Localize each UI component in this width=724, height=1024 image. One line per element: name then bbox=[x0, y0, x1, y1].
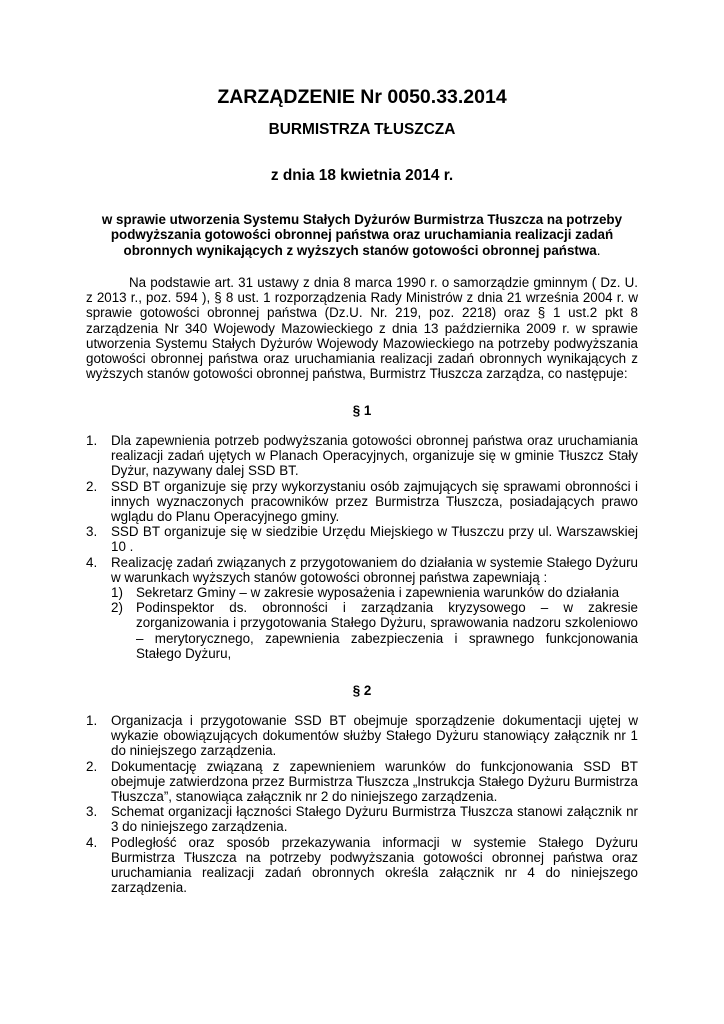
list-item-number: 1. bbox=[86, 433, 98, 448]
document-issuer: BURMISTRZA TŁUSZCZA bbox=[268, 121, 456, 138]
list-item-number: 4. bbox=[86, 834, 98, 850]
list-item-text: Dokumentację związaną z zapewnieniem warunków do funkcjonowania SSD BT obejmuje zatwierdzona przez Burmistrza Tłuszcza „Instrukcja Stałego Dyżuru Burmistrza Tłuszcza”, stanowiąca załącznik nr 2 do niniejszego zarządzenia. bbox=[111, 758, 638, 805]
sub-list-item bbox=[111, 600, 638, 661]
section-1-heading: § 1 bbox=[352, 403, 372, 418]
list-item-number: 3. bbox=[86, 524, 98, 540]
list-item bbox=[86, 713, 638, 759]
list-item-number: 4. bbox=[86, 554, 98, 570]
document-title: ZARZĄDZENIE Nr 0050.33.2014 bbox=[217, 86, 507, 108]
list-item-text: Realizację zadań związanych z przygotowaniem do działania w systemie Stałego Dyżuru w warunkach wyższych stanów gotowości obronnej państwa zapewniają : bbox=[111, 554, 638, 585]
legal-basis-paragraph: Na podstawie art. 31 ustawy z dnia 8 marca 1990 r. o samorządzie gminnym ( Dz. U. z 2013 r., poz. 594 ), § 8 ust. 1 rozporządzenia Rady Ministrów z dnia 21 września 2004 r. w sprawie gotowości obronnej państwa (Dz.U. Nr. 219, poz. 2218) oraz § 1 ust.2 pkt 8 zarządzenia Nr 340 Wojewody Mazowieckiego z dnia 13 października 2009 r. w sprawie utworzenia Systemu Stałych Dyżurów Wojewody Mazowieckiego na potrzeby podwyższania gotowości obronnej państwa oraz uruchamiania realizacji zadań obronnych wynikających z wyższych stanów gotowości obronnej państwa, Burmistrz Tłuszcza zarządza, co następuje: bbox=[86, 275, 638, 382]
list-item bbox=[86, 433, 638, 479]
sub-list-item-number: 2) bbox=[111, 600, 123, 616]
sub-list-item-number: 1) bbox=[111, 585, 123, 601]
document-date: z dnia 18 kwietnia 2014 r. bbox=[270, 167, 454, 184]
list-item-text: SSD BT organizuje się w siedzibie Urzędu Miejskiego w Tłuszczu przy ul. Warszawskiej 10 . bbox=[111, 524, 638, 555]
list-item bbox=[86, 524, 638, 554]
list-item-number: 3. bbox=[86, 804, 98, 820]
document-subject bbox=[86, 212, 638, 258]
list-item bbox=[86, 804, 638, 834]
sub-list-item-text: Sekretarz Gminy – w zakresie wyposażenia i zapewnienia warunków do działania bbox=[136, 585, 620, 601]
section-1-list bbox=[86, 433, 638, 661]
list-item bbox=[86, 835, 638, 896]
section-2-heading: § 2 bbox=[352, 683, 372, 698]
subject-text: w sprawie utworzenia Systemu Stałych Dyżurów Burmistrza Tłuszcza na potrzeby podwyższania gotowości obronnej państwa oraz uruchamiania realizacji zadań obronnych wynikających z wyższych stanów gotowości obronnej państwa bbox=[101, 212, 623, 258]
list-item bbox=[86, 555, 638, 661]
list-item bbox=[86, 759, 638, 805]
sub-list-item-text: Podinspektor ds. obronności i zarządzania kryzysowego – w zakresie zorganizowania i przygotowania Stałego Dyżuru, sprawowania nadzoru szkoleniowo – merytorycznego, zapewnienia zabezpieczenia i sprawnego funkcjonowania Stałego Dyżuru, bbox=[136, 600, 638, 661]
list-item-number: 1. bbox=[86, 713, 98, 728]
list-item-text: SSD BT organizuje się przy wykorzystaniu osób zajmujących się sprawami obronności i innych wyznaczonych pracowników przez Burmistrza Tłuszcza, posiadających prawo wglądu do Planu Operacyjnego gminy. bbox=[111, 478, 638, 525]
subject-period: . bbox=[596, 242, 601, 258]
sub-list bbox=[111, 585, 638, 661]
list-item-number: 2. bbox=[86, 758, 98, 774]
section-2-list bbox=[86, 713, 638, 895]
list-item-text: Dla zapewnienia potrzeb podwyższania gotowości obronnej państwa oraz uruchamiania realizacji zadań ujętych w Planach Operacyjnych, organizuje się w gminie Tłuszcz Stały Dyżur, nazywany dalej SSD BT. bbox=[111, 433, 638, 479]
sub-list-item bbox=[111, 585, 638, 600]
list-item-text: Organizacja i przygotowanie SSD BT obejmuje sporządzenie dokumentacji ujętej w wykazie obowiązujących dokumentów służby Stałego Dyżuru stanowiący załącznik nr 1 do niniejszego zarządzenia. bbox=[111, 713, 638, 759]
list-item-text: Podległość oraz sposób przekazywania informacji w systemie Stałego Dyżuru Burmistrza Tłuszcza na potrzeby podwyższania gotowości obronnej państwa oraz uruchamiania realizacji zadań obronnych określa załącznik nr 4 do niniejszego zarządzenia. bbox=[111, 834, 638, 896]
list-item bbox=[86, 479, 638, 525]
list-item-text: Schemat organizacji łączności Stałego Dyżuru Burmistrza Tłuszcza stanowi załącznik nr 3 do niniejszego zarządzenia. bbox=[111, 804, 638, 835]
list-item-number: 2. bbox=[86, 478, 98, 494]
